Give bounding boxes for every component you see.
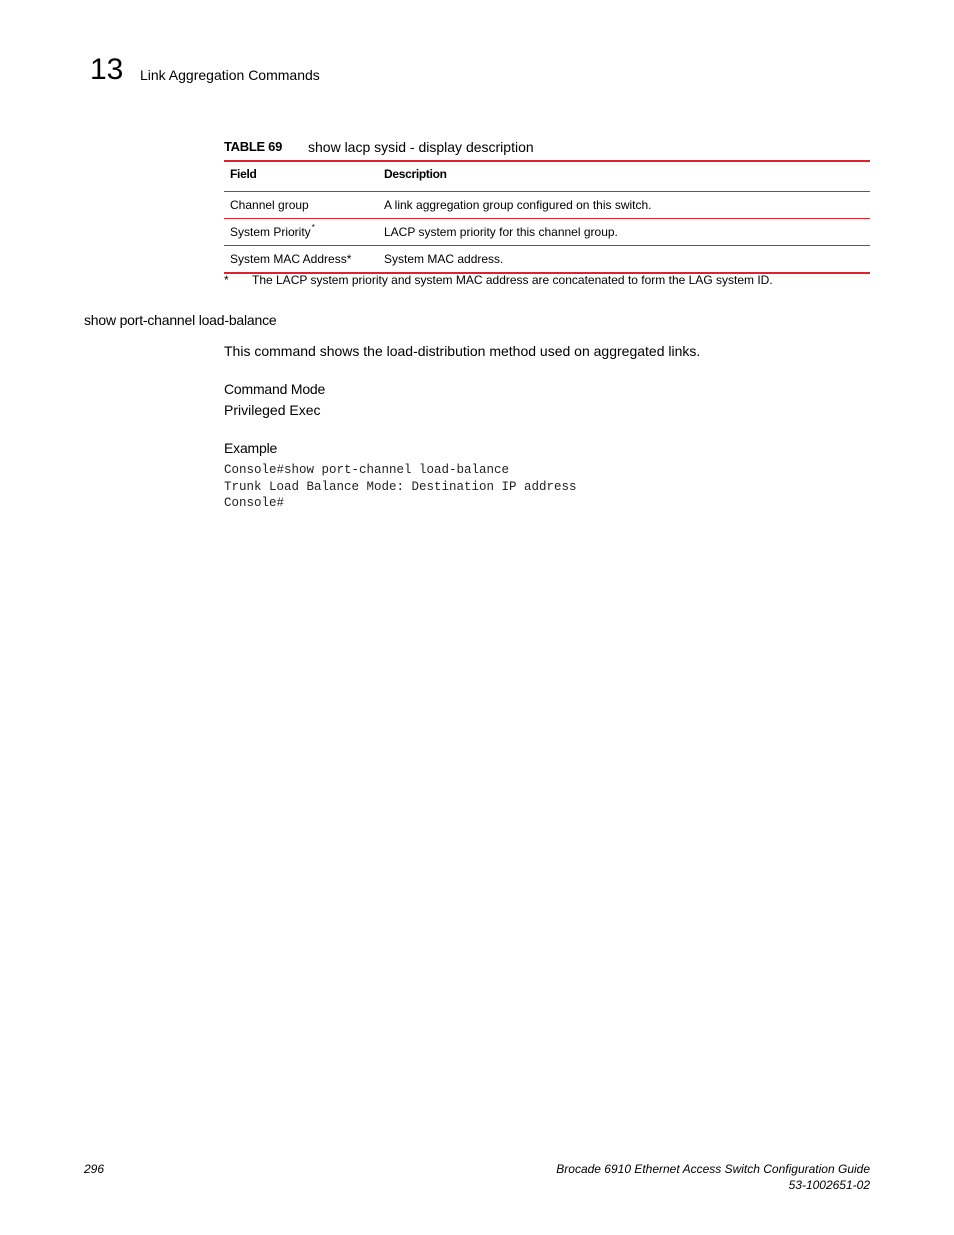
table-header-row — [224, 162, 870, 191]
code-line: Trunk Load Balance Mode: Destination IP address — [224, 479, 577, 494]
example-code-block — [224, 462, 577, 512]
command-mode-heading: Command Mode — [224, 381, 326, 397]
column-header-field: Field — [230, 167, 257, 181]
footnote-text: The LACP system priority and system MAC address are concatenated to form the LAG system ID. — [252, 273, 773, 287]
description-cell: LACP system priority for this channel group. — [384, 225, 618, 239]
field-name: Channel group — [230, 198, 309, 212]
table-row — [224, 245, 870, 272]
footnote-mark: * — [224, 273, 229, 287]
table-caption-label: TABLE 69 — [224, 139, 283, 154]
footnote-reference: * — [311, 223, 315, 232]
table-row — [224, 218, 870, 245]
field-name: System Priority — [230, 225, 311, 239]
field-cell — [230, 246, 351, 272]
field-description-table — [224, 160, 870, 274]
description-cell: System MAC address. — [384, 252, 504, 266]
footer-doc-number: 53-1002651-02 — [788, 1178, 870, 1192]
footer-doc-title: Brocade 6910 Ethernet Access Switch Configuration Guide — [556, 1162, 870, 1176]
page-number: 296 — [84, 1162, 105, 1176]
table-row — [224, 191, 870, 218]
command-mode-value: Privileged Exec — [224, 402, 321, 418]
field-cell — [230, 219, 315, 247]
field-cell — [230, 192, 309, 218]
chapter-title: Link Aggregation Commands — [140, 67, 320, 83]
column-header-description: Description — [384, 167, 447, 181]
field-name: System MAC Address* — [230, 252, 352, 266]
section-description: This command shows the load-distribution method used on aggregated links. — [224, 343, 701, 359]
example-heading: Example — [224, 440, 278, 456]
code-line: Console#show port-channel load-balance — [224, 463, 510, 477]
chapter-number: 13 — [90, 53, 124, 86]
table-caption-text: show lacp sysid - display description — [308, 139, 534, 155]
section-heading: show port-channel load-balance — [84, 312, 277, 328]
description-cell: A link aggregation group configured on this switch. — [384, 198, 652, 212]
code-line: Console# — [224, 496, 285, 510]
